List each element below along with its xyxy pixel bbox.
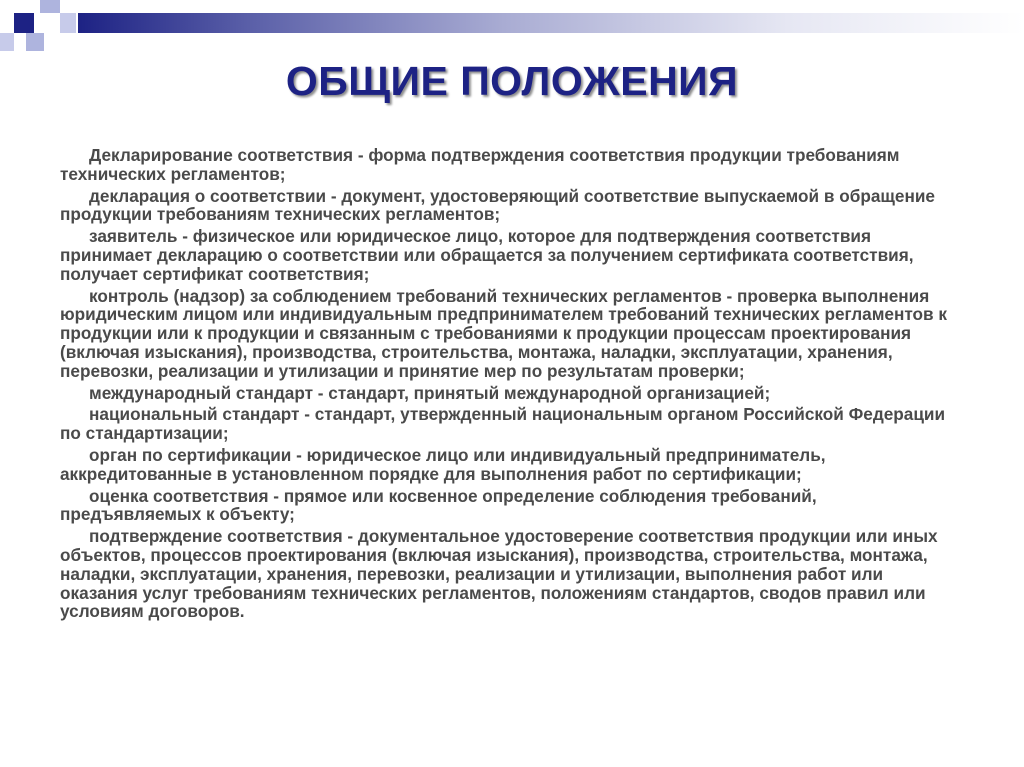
definition-paragraph: международный стандарт - стандарт, принятый международной организацией; (89, 382, 771, 403)
decor-square-lavender (60, 13, 76, 33)
definition-paragraph: Декларирование соответствия - форма подтверждения соответствия продукции требованиям технических регламентов; (60, 145, 900, 184)
decor-square-navy (14, 13, 34, 33)
definition-paragraph: заявитель - физическое или юридическое лицо, которое для подтверждения соответствия принимает декларацию о соответствии или обращается за получением сертификата соответствия, получает сертификат соответствия; (60, 226, 914, 284)
definition-paragraph: контроль (надзор) за соблюдением требований технических регламентов - проверка выполнения юридическим лицом или индивидуальным предпринимателем требований технических регламентов к продукции или к продукции и связанным с требованиями к продукции процессам проектирования (включая изыскания), производства, строительства, монтажа, наладки, эксплуатации, хранения, перевозки, реализации и утилизации и принятие мер по результатам проверки; (60, 285, 947, 381)
definition-paragraph: оценка соответствия - прямое или косвенное определение соблюдения требований, предъявляемых к объекту; (60, 485, 817, 525)
slide-title: ОБЩИЕ ПОЛОЖЕНИЯ (285, 58, 739, 104)
definition-paragraph: подтверждение соответствия - документальное удостоверение соответствия продукции или иных объектов, процессов проектирования (включая изыскания), производства, строительства, монтажа, наладки, эксплуатации, хранения, перевозки, реализации и утилизации, выполнения работ или оказания услуг требованиям технических регламентов, положениям стандартов, сводов правил или условиям договоров. (60, 526, 938, 622)
decor-square-lavender (40, 0, 60, 13)
definition-paragraph: декларация о соответствии - документ, удостоверяющий соответствие выпускаемой в обращение продукции требованиям технических регламентов; (60, 185, 935, 225)
definition-paragraph: орган по сертификации - юридическое лицо или индивидуальный предприниматель, аккредитованные в установленном порядке для выполнения работ по сертификации; (60, 444, 826, 484)
decor-square-lavender (0, 33, 14, 51)
definitions-body (60, 146, 960, 624)
definition-paragraph: национальный стандарт - стандарт, утвержденный национальным органом Российской Федерации по стандартизации; (60, 404, 946, 444)
decor-square-lavender (26, 33, 44, 51)
header-gradient-bar (78, 13, 1024, 33)
